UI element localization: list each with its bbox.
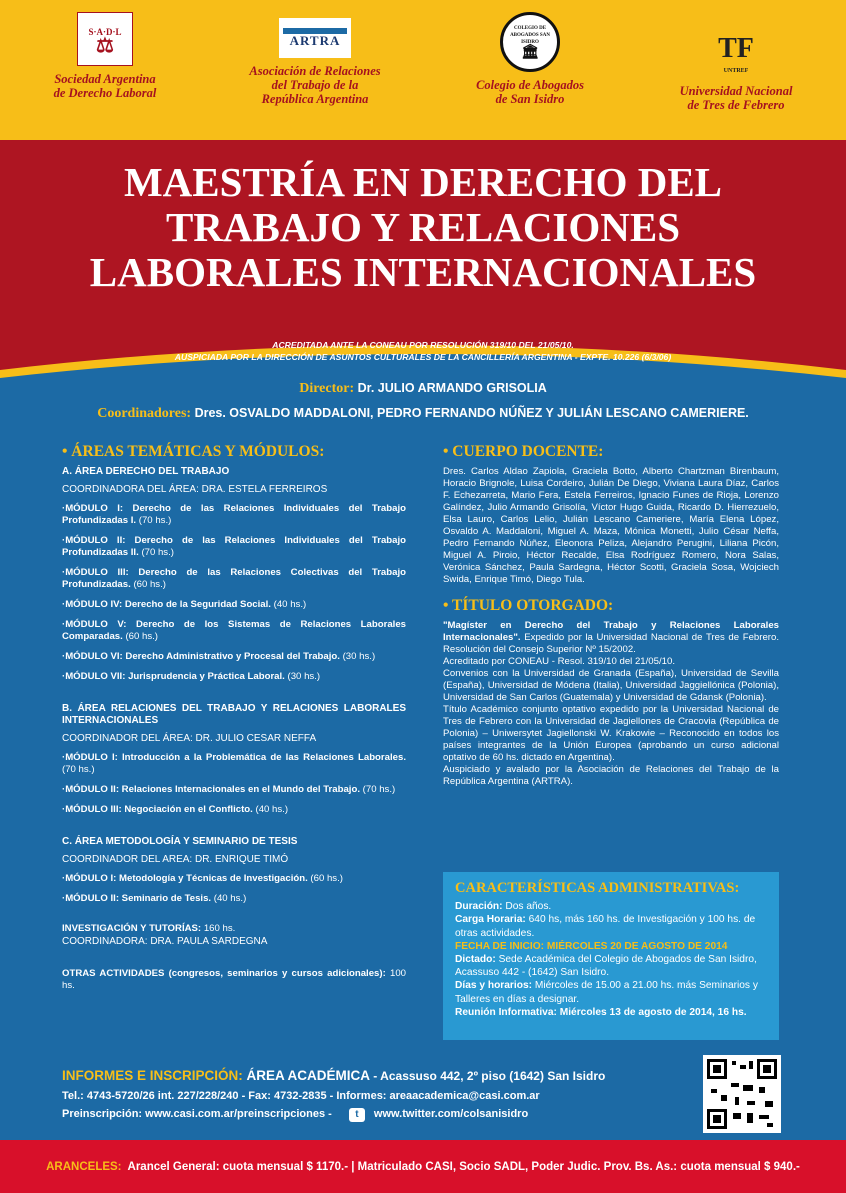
- untref-mark-icon: TF: [718, 33, 754, 64]
- accreditation-line-1: ACREDITADA ANTE LA CONEAU POR RESOLUCIÓN 319/10 DEL 21/05/10.: [272, 340, 574, 350]
- contact-label: INFORMES E INSCRIPCIÓN:: [62, 1068, 243, 1083]
- logo-artra-name-3: República Argentina: [261, 92, 369, 106]
- admin-heading: CARACTERÍSTICAS ADMINISTRATIVAS:: [455, 880, 740, 896]
- twitter-icon: t: [349, 1108, 365, 1122]
- admin-duration: Duración: Dos años.: [455, 901, 552, 913]
- area-a-module: ·MÓDULO VI: Derecho Administrativo y Procesal del Trabajo. (30 hs.): [62, 651, 376, 662]
- degree-heading: • TÍTULO OTORGADO:: [443, 597, 614, 614]
- title-line-3: LABORALES INTERNACIONALES: [89, 249, 757, 295]
- logo-sadl-name-2: de Derecho Laboral: [53, 86, 157, 100]
- title-line-2: TRABAJO Y RELACIONES: [165, 204, 681, 250]
- faculty-heading: • CUERPO DOCENTE:: [443, 443, 604, 460]
- research-line: INVESTIGACIÓN Y TUTORÍAS: 160 hs.: [62, 923, 236, 934]
- director-line: [0, 381, 846, 397]
- logo-casi-name-1: Colegio de Abogados: [476, 78, 584, 92]
- area-c-module: ·MÓDULO I: Metodología y Técnicas de Investigación. (60 hs.): [62, 873, 343, 884]
- twitter-link[interactable]: www.twitter.com/colsanisidro: [373, 1108, 529, 1120]
- logo-artra: [240, 18, 390, 106]
- logo-untref-abbr: UNTREF: [723, 68, 749, 74]
- logo-artra-name-1: Asociación de Relaciones: [249, 64, 381, 78]
- area-c-coordinator: COORDINADOR DEL AREA: DR. ENRIQUE TIMÓ: [62, 854, 289, 865]
- degree-intro: "Magíster en Derecho del Trabajo y Relaciones Laborales Internacionales". Expedido por la Universidad Nacional de Tres de Febrero. Resolución del Consejo Superior Nº 15/2002.: [443, 620, 779, 655]
- other-activities: OTRAS ACTIVIDADES (congresos, seminarios y cursos adicionales): 100 hs.: [62, 968, 406, 991]
- contact-phone: Tel.: 4743-5720/26 int. 227/228/240 - Fax: 4732-2835 - Informes: areaacademica@casi.com.ar: [62, 1090, 540, 1102]
- degree-p3: Convenios con la Universidad de Granada (España), Universidad de Sevilla (España), Universidad de Módena (Italia), Universidad Jaggiellónica (Polonia), Universidad de San Carlos (Guatemala) y Universidad de Gdansk (Polonia).: [443, 668, 779, 703]
- area-a-coordinator: COORDINADORA DEL ÁREA: DRA. ESTELA FERREIROS: [62, 484, 328, 495]
- fees-bar: [0, 1140, 846, 1193]
- coordinators-value: Dres. OSVALDO MADDALONI, PEDRO FERNANDO NÚÑEZ Y JULIÁN LESCANO CAMERIERE.: [194, 406, 749, 420]
- contact-web: [62, 1108, 528, 1122]
- area-b-coordinator: COORDINADOR DEL ÁREA: DR. JULIO CESAR NEFFA: [62, 733, 317, 744]
- qr-code-icon: [707, 1059, 777, 1129]
- admin-location: Dictado: Sede Académica del Colegio de Abogados de San Isidro, Acassuso 442 - (1642) San Isidro.: [455, 954, 757, 979]
- fees-text: Arancel General: cuota mensual $ 1170.- | Matriculado CASI, Socio SADL, Poder Judic. Prov. Bs. As.: cuota mensual $ 940.-: [127, 1160, 800, 1173]
- area-a-module: ·MÓDULO I: Derecho de las Relaciones Individuales del Trabajo Profundizadas I. (70 hs.): [62, 503, 406, 526]
- preinscription-link[interactable]: Preinscripción: www.casi.com.ar/preinscripciones -: [62, 1108, 332, 1120]
- admin-box: [443, 872, 779, 1040]
- page-title: [0, 160, 846, 295]
- contact-area: ÁREA ACADÉMICA: [246, 1068, 370, 1083]
- coordinators-line: [0, 406, 846, 422]
- fees-label: ARANCELES:: [46, 1160, 122, 1173]
- logo-untref: [666, 30, 806, 112]
- accreditation-line-2: AUSPICIADA POR LA DIRECCIÓN DE ASUNTOS CULTURALES DE LA CANCILLERÍA ARGENTINA - EXPTE. 10.226 (6/3/06): [174, 352, 672, 362]
- logo-sadl: [40, 12, 170, 100]
- logo-casi-name-2: de San Isidro: [495, 92, 565, 106]
- logo-artra-name-2: del Trabajo de la: [271, 78, 359, 92]
- area-a-module: ·MÓDULO IV: Derecho de la Seguridad Social. (40 hs.): [62, 599, 307, 610]
- logo-casi-abbr: COLEGIO DE ABOGADOS SAN ISIDRO: [510, 25, 550, 45]
- faculty-list: Dres. Carlos Aldao Zapiola, Graciela Botto, Alberto Chartzman Birenbaum, Horacio Brignole, Luisa Cordeiro, Julián De Diego, Viviana Laura Díaz, Carlos F. Echezarreta, Mario Fera, Estela Ferreiros, Ignacio Funes de Rioja, Lorenzo Galíndez, Julio Armando Grisolía, Víctor Hugo Guida, Ricardo D. Hierrezuelo, Elsa Lauro, Carlos Lelio, Julián Lescano Cameriere, María Elena López, Osvaldo A. Maddaloni, Miguel A. Maza, Mónica Monetti, Julio César Neffa, Pedro Fernando Núñez, Eleonora Peliza, Alejandro Perugini, Liliana Picón, Miguel A. Piroio, Héctor Recalde, Elsa Rodríguez Romero, Nora Salas, Verónica Sánchez, Paula Sardegna, Héctor Scotti, Graciela Sosa, Wojciech Swida, Enrique Timó, Diego Tula.: [443, 466, 779, 585]
- director-value: Dr. JULIO ARMANDO GRISOLIA: [357, 381, 547, 395]
- logo-artra-abbr: ARTRA: [289, 33, 341, 48]
- area-a-module: ·MÓDULO II: Derecho de las Relaciones Individuales del Trabajo Profundizadas II. (70 hs.): [62, 535, 406, 558]
- area-b-module: ·MÓDULO III: Negociación en el Conflicto. (40 hs.): [62, 804, 289, 815]
- admin-meeting: Reunión Informativa: Miércoles 13 de agosto de 2014, 16 hs.: [455, 1006, 747, 1018]
- contact-line: [62, 1068, 605, 1083]
- areas-heading: • ÁREAS TEMÁTICAS Y MÓDULOS:: [62, 443, 325, 460]
- director-label: Director:: [299, 381, 355, 396]
- research-coordinator: COORDINADORA: DRA. PAULA SARDEGNA: [62, 936, 268, 947]
- logo-untref-name-1: Universidad Nacional: [679, 84, 793, 98]
- scales-icon: ⚖: [96, 35, 114, 57]
- coordinators-label: Coordinadores:: [97, 406, 192, 421]
- area-b-title: B. ÁREA RELACIONES DEL TRABAJO Y RELACIONES LABORALES INTERNACIONALES: [62, 703, 406, 726]
- qr-code: [703, 1055, 781, 1133]
- area-a-title: A. ÁREA DERECHO DEL TRABAJO: [62, 466, 230, 477]
- logo-sadl-abbr: S·A·D·L: [88, 27, 122, 37]
- logo-untref-name-2: de Tres de Febrero: [687, 98, 785, 112]
- logo-sadl-name-1: Sociedad Argentina: [54, 72, 156, 86]
- area-a-module: ·MÓDULO VII: Jurisprudencia y Práctica Laboral. (30 hs.): [62, 671, 321, 682]
- area-c-title: C. ÁREA METODOLOGÍA Y SEMINARIO DE TESIS: [62, 836, 298, 847]
- header-band: [0, 0, 846, 140]
- degree-p4: Título Académico conjunto optativo expedido por la Universidad Nacional de Tres de Febrero con la Universidad de Jagiellones de Cracovia (República de Polonia) – Uniwersytet Jagiellonski W. Krakowie – Reconocido en todos los países integrantes de la Unión Europea (aprobando un curso adicional optativo de 60 hs. dictado en Argentina).: [443, 704, 779, 763]
- contact-address: - Acassuso 442, 2º piso (1642) San Isidro: [373, 1069, 606, 1083]
- area-c-module: ·MÓDULO II: Seminario de Tesis. (40 hs.): [62, 893, 247, 904]
- area-b-module: ·MÓDULO II: Relaciones Internacionales en el Mundo del Trabajo. (70 hs.): [62, 784, 396, 795]
- area-a-module: ·MÓDULO V: Derecho de los Sistemas de Relaciones Laborales Comparadas. (60 hs.): [62, 619, 406, 642]
- title-line-1: MAESTRÍA EN DERECHO DEL: [123, 159, 723, 205]
- right-column: [443, 443, 779, 788]
- admin-hours: Carga Horaria: 640 hs, más 160 hs. de Investigación y 100 hs. de otras actividades.: [455, 914, 756, 939]
- degree-p5: Auspiciado y avalado por la Asociación de Relaciones del Trabajo de la República Argentina (ARTRA).: [443, 764, 779, 787]
- areas-column: [62, 443, 406, 1000]
- logo-casi: [460, 12, 600, 106]
- area-a-module: ·MÓDULO III: Derecho de las Relaciones Colectivas del Trabajo Profundizadas. (60 hs.): [62, 567, 406, 590]
- building-icon: 🏛: [521, 44, 539, 60]
- degree-p2: Acreditado por CONEAU - Resol. 319/10 del 21/05/10.: [443, 656, 675, 667]
- area-b-module: ·MÓDULO I: Introducción a la Problemática de las Relaciones Laborales. (70 hs.): [62, 752, 406, 775]
- admin-schedule: Días y horarios: Miércoles de 15.00 a 21.00 hs. más Seminarios y Talleres en días a designar.: [455, 980, 758, 1005]
- admin-start-date: FECHA DE INICIO: MIÉRCOLES 20 DE AGOSTO DE 2014: [455, 940, 728, 952]
